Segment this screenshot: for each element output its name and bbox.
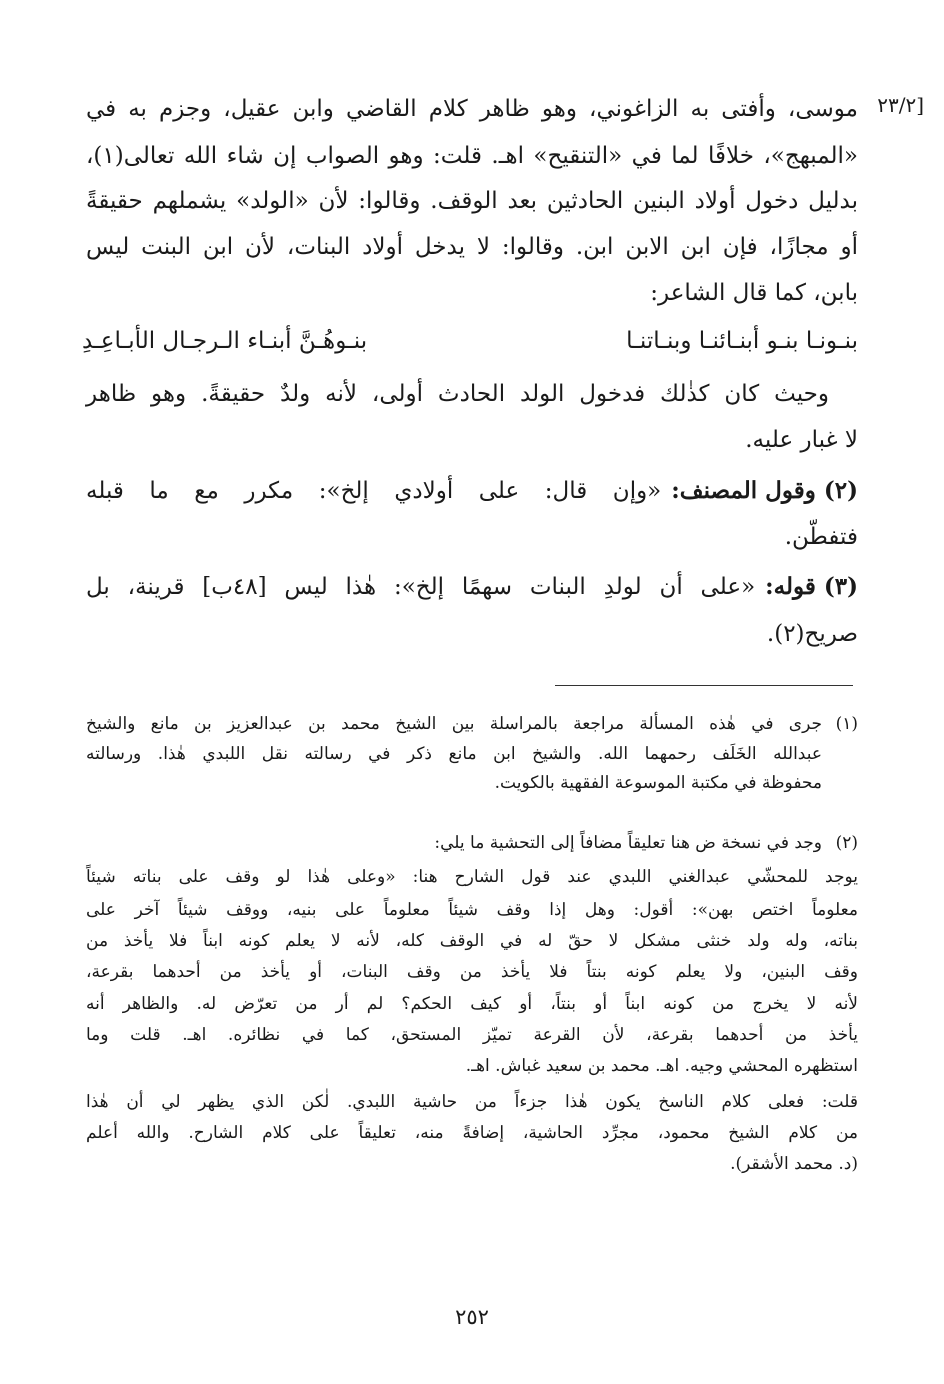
body-line: «وإن قال: على أولادي إلخ»: مكرر مع ما قبله <box>86 478 662 504</box>
footnote-line: بناته، وله ولد خنثى مشكل لا حقّ له في الوقف كله، لأنه لا يعلم كونه ابناً فلا يأخذ من <box>86 931 858 951</box>
footnote-line: من كلام الشيخ محمود، مجرِّد الحاشية، إضافةً منه، تعليقاً على كلام الشارح. والله أعلم <box>86 1123 858 1143</box>
commentary-item <box>86 475 858 507</box>
footnote-number: (٢) <box>835 833 858 853</box>
footnote-line: يأخذ من أحدهما بقرعة، لأن القرعة تميّز المستحق، كما في نظائره. اهـ. قلت وما <box>86 1025 858 1045</box>
body-line: بدليل دخول أولاد البنين الحادثين بعد الوقف. وقالوا: لأن «الولد» يشملهم حقيقةً <box>86 188 858 214</box>
footnote-separator <box>555 685 853 686</box>
body-line: بابن، كما قال الشاعر: <box>650 280 858 306</box>
footnote-line: عبدالله الخَلَف رحمهما الله. والشيخ ابن مانع ذكر في رسالته نقل اللبدي هٰذا. ورسالته <box>86 744 822 764</box>
verse-second-hemistich: بنـوهُـنَّ أبنـاء الـرجـال الأبـاعِـدِ <box>82 328 368 354</box>
margin-reference: [٢٣/٢ <box>877 93 924 117</box>
footnote-line: استظهره المحشي وجيه. اهـ. محمد بن سعيد غباش. اهـ. <box>465 1056 858 1076</box>
footnote-line: محفوظة في مكتبة الموسوعة الفقهية بالكويت. <box>494 773 822 793</box>
body-line: «المبهج»، خلافًا لما في «التنقيح» اهـ. قلت: وهو الصواب إن شاء الله تعالى(١)، <box>86 143 858 169</box>
body-line: لا غبار عليه. <box>745 427 858 453</box>
body-line: وحيث كان كذٰلك فدخول الولد الحادث أولى، لأنه ولدٌ حقيقةً. وهو ظاهر <box>86 381 829 407</box>
page-number: ٢٥٢ <box>455 1305 489 1329</box>
body-line: «على أن لولدِ البنات سهمًا إلخ»: هٰذا ليس [٤٨ب] قرينة، بل <box>86 574 756 600</box>
footnote-line: لأنه لا يخرج من كونه ابناً أو بنتاً، أو كيف الحكم؟ لم أر من تعرّض له. والظاهر أنه <box>86 994 858 1014</box>
footnote-line: وجد في نسخة ض هنا تعليقاً مضافاً إلى التحشية ما يلي: <box>434 833 822 853</box>
body-line: فتفطّن. <box>784 524 858 550</box>
footnote-line: قلت: فعلى كلام الناسخ يكون هٰذا جزءاً من حاشية اللبدي. لٰكن الذي يظهر لي أن هٰذا <box>86 1092 858 1112</box>
commentary-label: (٣) قوله: <box>765 573 858 600</box>
body-line: أو مجازًا، فإن ابن الابن ابن. وقالوا: لا يدخل أولاد البنات، لأن ابن البنت ليس <box>86 234 858 260</box>
commentary-item <box>86 571 858 603</box>
verse-first-hemistich: بنـونـا بنـو أبنـائنـا وبنـاتنـا <box>626 328 858 354</box>
commentary-label: (٢) وقول المصنف: <box>671 477 858 504</box>
footnote-line: جرى في هٰذه المسألة مراجعة بالمراسلة بين الشيخ محمد بن عبدالعزيز بن مانع والشيخ <box>86 714 822 734</box>
footnote-number: (١) <box>835 714 858 734</box>
footnote-line: وقف البنين، ولا يعلم كونه بنتاً فلا يأخذ من وقف البنات، أو يأخذ من أحدهما بقرعة، <box>86 962 858 982</box>
footnote-line: يوجد للمحشّي عبدالغني اللبدي عند قول الشارح هنا: «وعلى هٰذا لو وقف على بناته شيئاً <box>86 867 858 887</box>
footnote-line: (د. محمد الأشقر). <box>730 1154 858 1174</box>
footnote-line: معلوماً اختص بهن»: أقول: وهل إذا وقف شيئاً معلوماً على بنيه، ووقف شيئاً آخر على <box>86 900 858 920</box>
body-line: صريح(٢). <box>766 621 858 647</box>
body-line: موسى، وأفتى به الزاغوني، وهو ظاهر كلام القاضي وابن عقيل، وجزم به في <box>86 96 858 122</box>
